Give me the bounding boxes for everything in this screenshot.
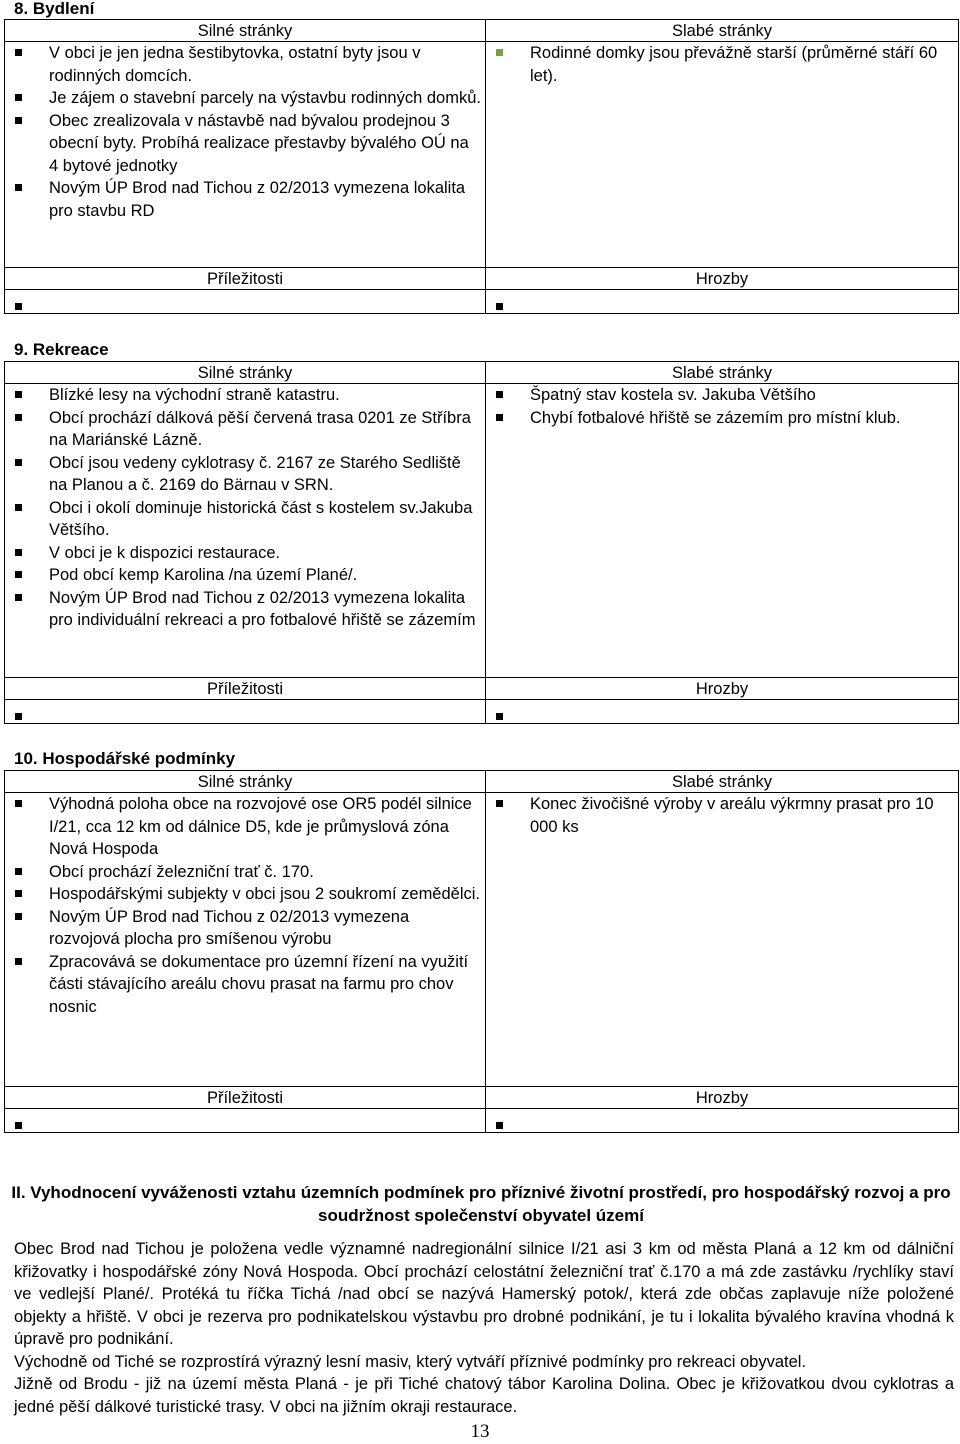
weaknesses-header: Slabé stránky <box>486 362 959 384</box>
threats-cell <box>486 700 959 724</box>
threats-header: Hrozby <box>486 268 959 290</box>
list-item: Konec živočišné výroby v areálu výkrmny prasat pro 10 000 ks <box>486 793 954 838</box>
list-item: Výhodná poloha obce na rozvojové ose OR5 podél silnice I/21, cca 12 km od dálnice D5, kde je průmyslová zóna Nová Hospoda <box>5 793 481 861</box>
strengths-cell <box>5 793 486 1087</box>
list-item: Obcí prochází dálková pěší červená trasa 0201 ze Stříbra na Mariánské Lázně. <box>5 407 481 452</box>
list-item: Obcí prochází železniční trať č. 170. <box>5 861 481 884</box>
threats-cell <box>486 1109 959 1133</box>
section-heading-hospodarske: 10. Hospodářské podmínky <box>14 749 236 768</box>
bullet-icon <box>496 713 503 720</box>
list-item: Chybí fotbalové hřiště se zázemím pro místní klub. <box>486 407 954 430</box>
strengths-header: Silné stránky <box>5 771 486 793</box>
list-item: Obcí jsou vedeny cyklotrasy č. 2167 ze Starého Sedliště na Planou a č. 2169 do Bärnau v SRN. <box>5 452 481 497</box>
chapter-title: II. Vyhodnocení vyváženosti vztahu územních podmínek pro příznivé životní prostředí, pro hospodářský rozvoj a pro soudržnost společenství obyvatel území <box>11 1183 951 1225</box>
strengths-header: Silné stránky <box>5 20 486 42</box>
bullet-icon <box>496 303 503 310</box>
swot-table-bydleni <box>4 19 959 314</box>
threats-header: Hrozby <box>486 678 959 700</box>
opportunities-cell <box>5 290 486 314</box>
opportunities-header: Příležitosti <box>5 1087 486 1109</box>
weaknesses-cell <box>486 793 959 1087</box>
list-item: Novým ÚP Brod nad Tichou z 02/2013 vymezena lokalita pro individuální rekreaci a pro fotbalové hřiště se zázemím <box>5 587 481 632</box>
swot-table-rekreace <box>4 361 959 724</box>
section-heading-bydleni: 8. Bydlení <box>14 0 95 18</box>
list-item: Zpracovává se dokumentace pro územní řízení na využití části stávajícího areálu chovu prasat na farmu pro chov nosnic <box>5 951 481 1019</box>
strengths-list <box>5 384 485 632</box>
bullet-icon <box>15 713 22 720</box>
opportunities-header: Příležitosti <box>5 268 486 290</box>
list-item: V obci je jen jedna šestibytovka, ostatní byty jsou v rodinných domcích. <box>5 42 481 87</box>
page-number: 13 <box>470 1421 490 1442</box>
paragraph-1: Obec Brod nad Tichou je položena vedle významné nadregionální silnice I/21 asi 3 km od města Planá a 12 km od dálniční křižovatky i hospodářské zóny Nová Hospoda. Obcí prochází celostátní železniční trať č.170 a má zde zastávku /rychlíky staví ve vedlejší Plané/. Protéká tu říčka Tichá /nad obcí se nazývá Hamerský potok/, která zde občas zaplavuje níže položené objekty a hřiště. V obci je rezerva pro podnikatelskou výstavbu pro drobné podnikání, je tu i lokalita bývalého kravína vhodná k úpravě pro podnikání. <box>14 1240 954 1348</box>
bullet-icon <box>496 1122 503 1129</box>
weaknesses-header: Slabé stránky <box>486 771 959 793</box>
strengths-header: Silné stránky <box>5 362 486 384</box>
section-heading-rekreace: 9. Rekreace <box>14 340 109 359</box>
bullet-icon <box>15 303 22 310</box>
strengths-cell <box>5 384 486 678</box>
opportunities-cell <box>5 1109 486 1133</box>
weaknesses-cell <box>486 42 959 268</box>
strengths-cell <box>5 42 486 268</box>
list-item: Obci i okolí dominuje historická část s kostelem sv.Jakuba Většího. <box>5 497 481 542</box>
paragraph-3: Jižně od Brodu - již na území města Planá - je při Tiché chatový tábor Karolina Dolina. Obec je křižovatkou dvou cyklotras a jedné pěší dálkové turistické trasy. V obci na jižním okraji restaurace. <box>14 1375 954 1416</box>
strengths-list <box>5 793 485 1018</box>
opportunities-cell <box>5 700 486 724</box>
list-item: Hospodářskými subjekty v obci jsou 2 soukromí zemědělci. <box>5 883 481 906</box>
paragraph-2: Východně od Tiché se rozprostírá výrazný lesní masiv, který vytváří příznivé podmínky pro rekreaci obyvatel. <box>14 1353 807 1371</box>
weaknesses-list <box>486 793 958 838</box>
opportunities-header: Příležitosti <box>5 678 486 700</box>
weaknesses-list <box>486 384 958 429</box>
list-item: Obec zrealizovala v nástavbě nad bývalou prodejnou 3 obecní byty. Probíhá realizace přestavby bývalého OÚ na 4 bytové jednotky <box>5 110 481 178</box>
weaknesses-list <box>486 42 958 87</box>
list-item: Rodinné domky jsou převážně starší (průměrné stáří 60 let). <box>486 42 954 87</box>
weaknesses-cell <box>486 384 959 678</box>
swot-table-hospodarske <box>4 770 959 1133</box>
list-item: V obci je k dispozici restaurace. <box>5 542 481 565</box>
list-item: Novým ÚP Brod nad Tichou z 02/2013 vymezena lokalita pro stavbu RD <box>5 177 481 222</box>
list-item: Novým ÚP Brod nad Tichou z 02/2013 vymezena rozvojová plocha pro smíšenou výrobu <box>5 906 481 951</box>
list-item: Špatný stav kostela sv. Jakuba Většího <box>486 384 954 407</box>
list-item: Je zájem o stavební parcely na výstavbu rodinných domků. <box>5 87 481 110</box>
threats-header: Hrozby <box>486 1087 959 1109</box>
weaknesses-header: Slabé stránky <box>486 20 959 42</box>
bullet-icon <box>15 1122 22 1129</box>
list-item: Pod obcí kemp Karolina /na území Plané/. <box>5 564 481 587</box>
threats-cell <box>486 290 959 314</box>
list-item: Blízké lesy na východní straně katastru. <box>5 384 481 407</box>
strengths-list <box>5 42 485 222</box>
